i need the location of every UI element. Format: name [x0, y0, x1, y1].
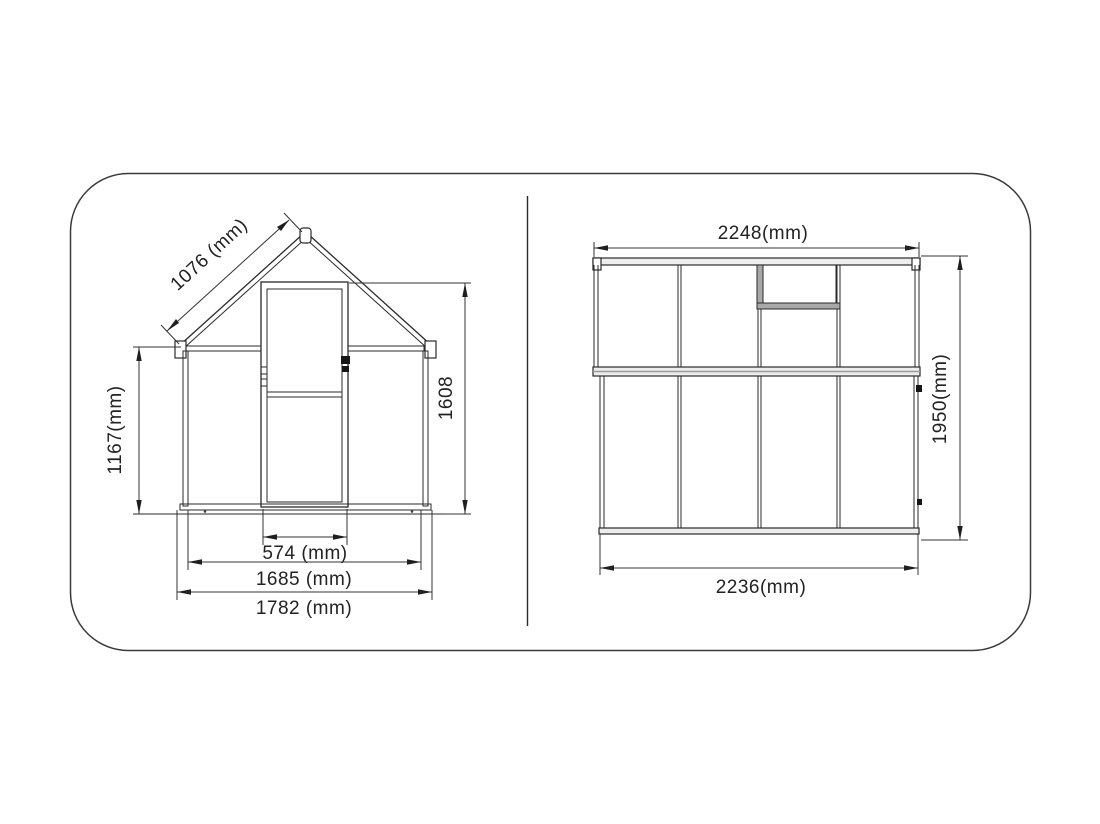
dim-label-overall-width: 1782 (mm)	[255, 598, 353, 619]
side-latch-upper	[916, 385, 922, 392]
dim-label-door-width: 574 (mm)	[262, 543, 348, 564]
door-latch	[342, 366, 349, 372]
left-eave-cap	[175, 341, 186, 358]
side-base-rail	[599, 528, 919, 534]
right-eave-cap	[425, 341, 436, 358]
dim-label-side-height: 1950(mm)	[930, 353, 951, 445]
dim-label-top-width: 2248(mm)	[717, 223, 809, 244]
door-handle	[341, 356, 350, 364]
ridge-cap	[300, 228, 311, 243]
side-latch-lower	[917, 499, 922, 505]
dim-label-frame-height: 1608	[436, 375, 457, 421]
base-screw	[411, 510, 414, 513]
dim-label-roof-slope: 1076 (mm)	[166, 214, 252, 296]
dim-label-eave-height: 1167(mm)	[105, 385, 126, 475]
base-screw	[204, 510, 207, 513]
dim-label-inner-width: 1685 (mm)	[255, 569, 353, 590]
dim-label-bottom-width: 2236(mm)	[715, 577, 807, 598]
roof-top-bar	[593, 258, 920, 265]
